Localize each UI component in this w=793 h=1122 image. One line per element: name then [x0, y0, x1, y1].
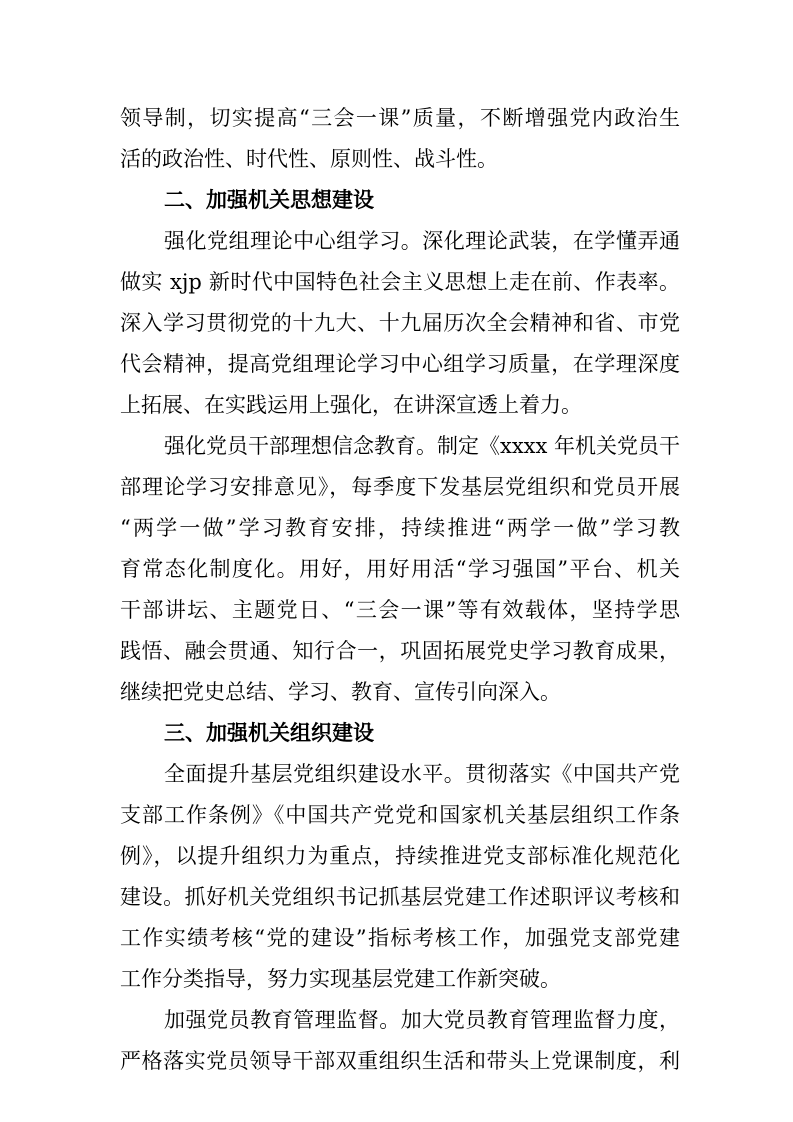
- section-heading: 三、加强机关组织建设: [164, 721, 374, 745]
- body-text-line: 建设。抓好机关党组织书记抓基层党建工作述职评议考核和: [120, 885, 680, 909]
- body-text-line: 活的政治性、时代性、原则性、战斗性。: [120, 147, 498, 171]
- body-text-line: 领导制，切实提高“三会一课”质量，不断增强党内政治生: [120, 106, 680, 130]
- body-text-line: 部理论学习安排意见》，每季度下发基层党组织和党员开展: [120, 475, 680, 499]
- body-text-line: 例》，以提升组织力为重点，持续推进党支部标准化规范化: [120, 844, 680, 868]
- body-text-line: 工作实绩考核“党的建设”指标考核工作，加强党支部党建: [120, 926, 680, 950]
- body-text-line: 代会精神，提高党组理论学习中心组学习质量，在学理深度: [120, 352, 680, 376]
- body-text-line: 强化党组理论中心组学习。深化理论武装，在学懂弄通: [164, 229, 680, 253]
- body-text-line: 工作分类指导，努力实现基层党建工作新突破。: [120, 967, 561, 991]
- body-text-line: 加强党员教育管理监督。加大党员教育管理监督力度，: [164, 1008, 680, 1032]
- body-text-line: 严格落实党员领导干部双重组织生活和带头上党课制度，利: [120, 1049, 680, 1073]
- body-text-line: 上拓展、在实践运用上强化，在讲深宣透上着力。: [120, 393, 582, 417]
- body-text-line: 干部讲坛、主题党日、“三会一课”等有效载体，坚持学思: [120, 598, 680, 622]
- body-text-line: 继续把党史总结、学习、教育、宣传引向深入。: [120, 680, 561, 704]
- body-text-line: 育常态化制度化。用好，用好用活“学习强国”平台、机关: [120, 557, 680, 581]
- body-text-line: 全面提升基层党组织建设水平。贯彻落实《中国共产党: [164, 762, 680, 786]
- body-text-line: 践悟、融会贯通、知行合一，巩固拓展党史学习教育成果，: [120, 639, 680, 663]
- body-text-line: 支部工作条例》《中国共产党党和国家机关基层组织工作条: [120, 803, 680, 827]
- body-text-line: 强化党员干部理想信念教育。制定《xxxx 年机关党员干: [164, 434, 680, 458]
- body-text-line: 深入学习贯彻党的十九大、十九届历次全会精神和省、市党: [120, 311, 680, 335]
- body-text-line: “两学一做”学习教育安排，持续推进“两学一做”学习教: [120, 516, 680, 540]
- section-heading: 二、加强机关思想建设: [164, 188, 374, 212]
- body-text-line: 做实 xjp 新时代中国特色社会主义思想上走在前、作表率。: [120, 270, 680, 294]
